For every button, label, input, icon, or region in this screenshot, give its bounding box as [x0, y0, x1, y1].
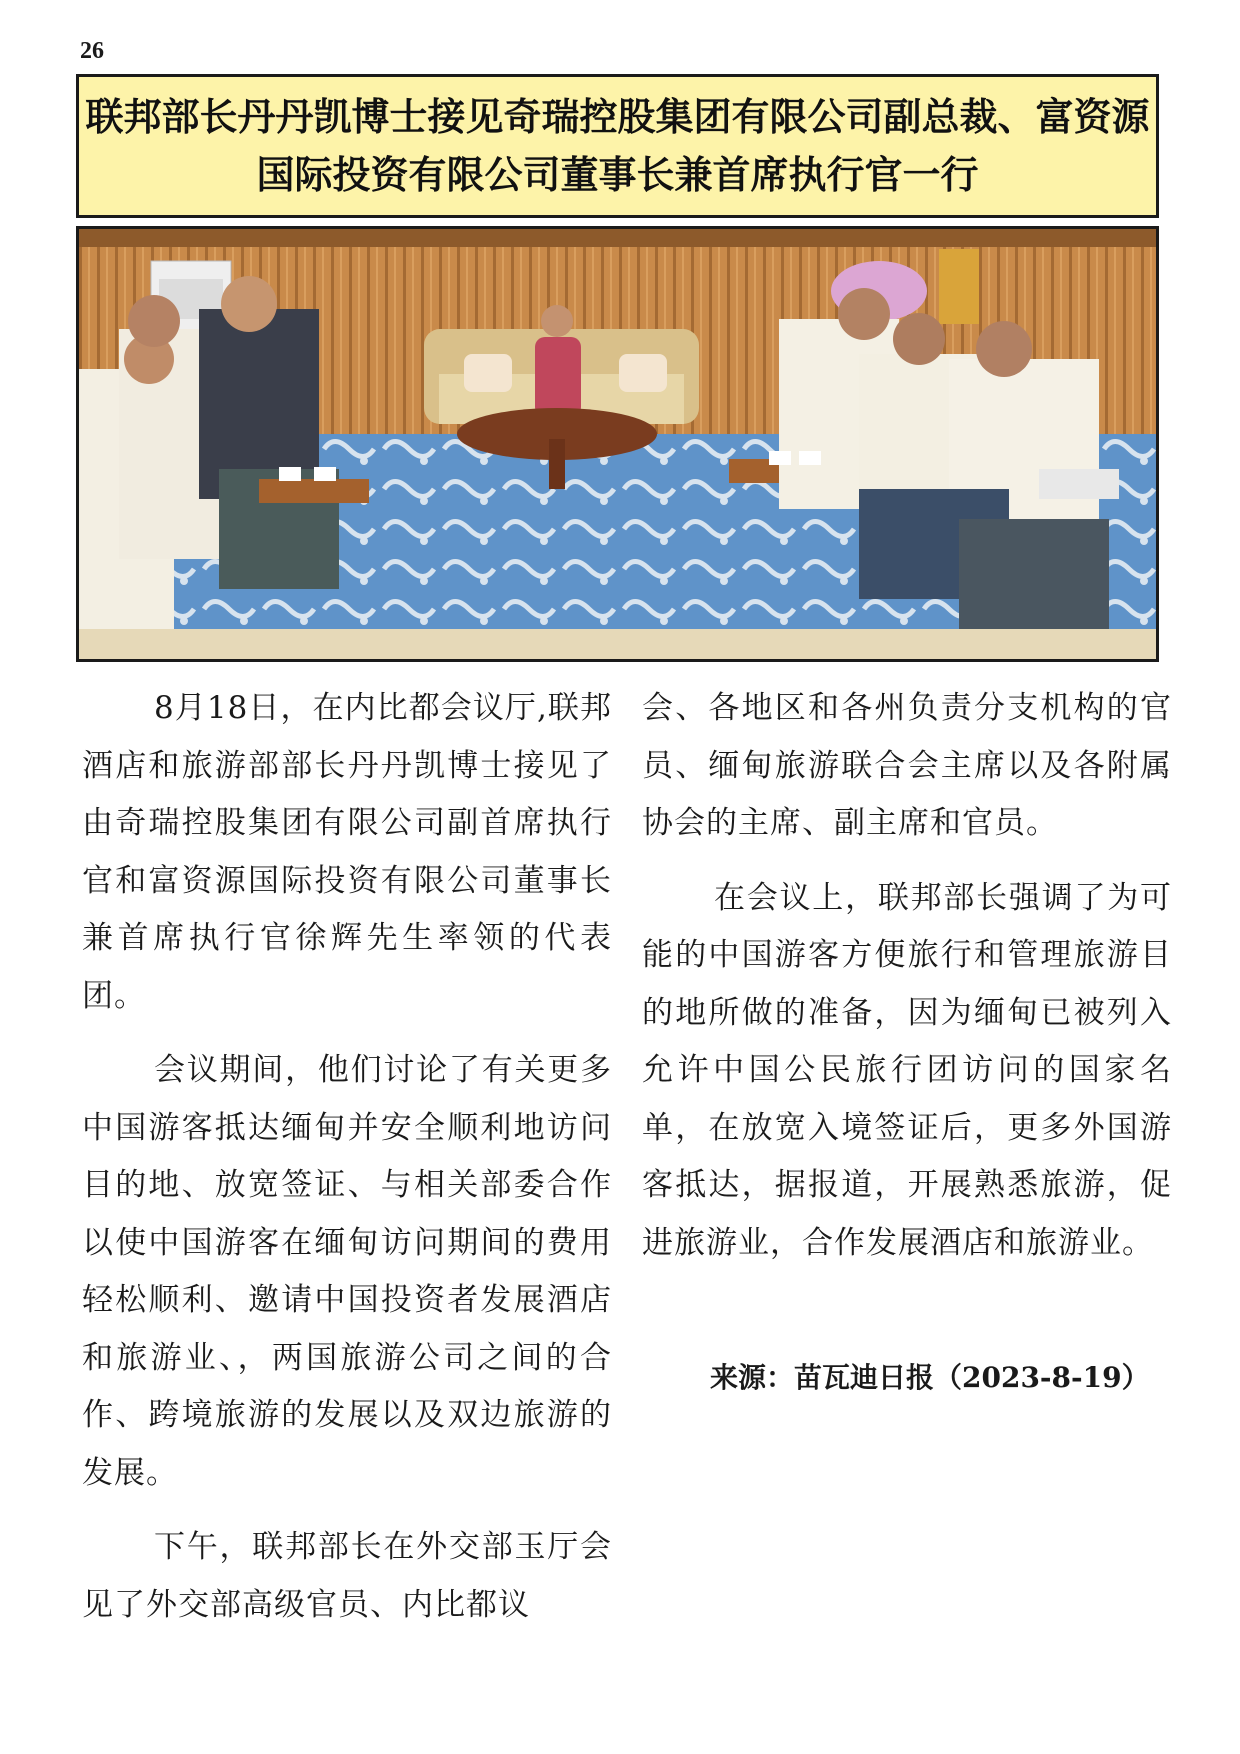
paragraph-1: 8月18日，在内比都会议厅,联邦酒店和旅游部部长丹丹凯博士接见了由奇瑞控股集团有限公司副首席执行官和富资源国际投资有限公司董事长兼首席执行官徐辉先生率领的代表团。: [82, 690, 612, 1014]
meeting-photo-icon: [79, 229, 1156, 659]
page-number: 26: [80, 38, 104, 64]
paragraph-3: 下午，联邦部长在外交部玉厅会见了外交部高级官员、内比都议: [82, 1529, 612, 1623]
meeting-photo: [76, 226, 1159, 662]
title-box: [76, 74, 1159, 218]
source-credit: 来源：苗瓦迪日报（2023-8-19）: [710, 1361, 1150, 1394]
left-column: [82, 680, 612, 1651]
title-line-1: 联邦部长丹丹凯博士接见奇瑞控股集团有限公司副总裁、富资源: [85, 95, 1150, 139]
title-line-2: 国际投资有限公司董事长兼首席执行官一行: [256, 153, 979, 197]
paragraph-4: 在会议上，联邦部长强调了为可能的中国游客方便旅行和管理旅游目的地所做的准备，因为缅甸已被列入允许中国公民旅行团访问的国家名单，在放宽入境签证后，更多外国游客抵达，据报道，开展熟悉旅游，促进旅游业，合作发展酒店和旅游业。: [642, 879, 1172, 1261]
right-column: [642, 680, 1172, 1289]
paragraph-2: 会议期间，他们讨论了有关更多中国游客抵达缅甸并安全顺利地访问目的地、放宽签证、与相关部委合作以使中国游客在缅甸访问期间的费用轻松顺利、邀请中国投资者发展酒店和旅游业、，两国旅游公司之间的合作、跨境旅游的发展以及双边旅游的发展。: [82, 1052, 612, 1491]
paragraph-3-continued: 会、各地区和各州负责分支机构的官员、缅甸旅游联合会主席以及各附属协会的主席、副主席和官员。: [642, 690, 1172, 841]
